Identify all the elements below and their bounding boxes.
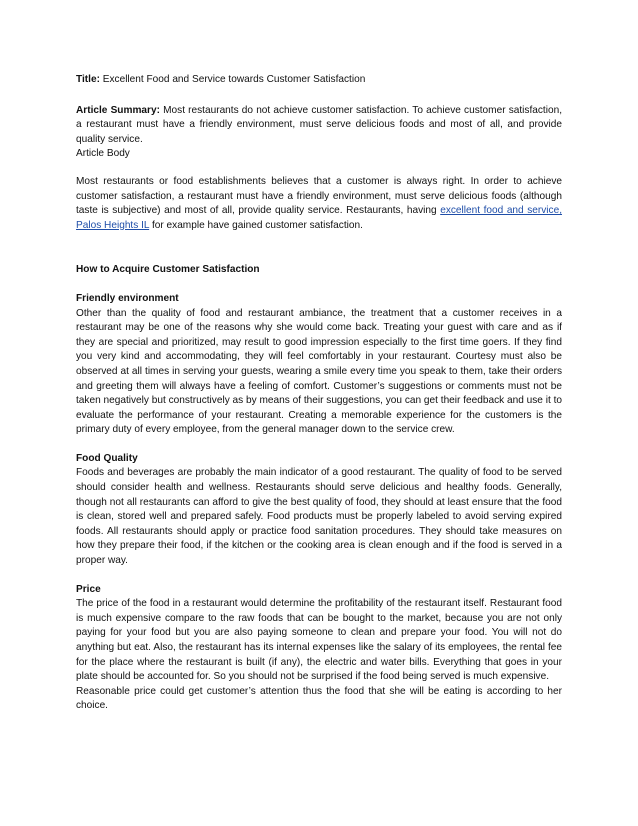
title-line — [76, 73, 562, 88]
section-heading: How to Acquire Customer Satisfaction — [76, 264, 260, 276]
friendly-paragraph: Other than the quality of food and restaurant ambiance, the treatment that a customer receives in a restaurant may be one of the reasons why she would come back. Treating your guest with care and as if they are special and prioritized, may result to good impression especially to the first time goers. If they find you very kind and accommodating, they will feel comfortably in your restaurant. Courtesy must also be observed at all times in serving your guests, wearing a smile every time you speak to them, take their orders and greeting them will always have a feeling of comfort. Customer’s suggestions or comments must not be taken negatively but constructively as by means of their suggestions, you can get their feedback and use it to evaluate the performance of your restaurant. Creating a memorable experience for the customers is the primary duty of every employee, from the general manager down to the service crew. — [76, 307, 562, 436]
intro-paragraph — [76, 175, 562, 233]
intro-text-before-link: Most restaurants or food establishments believes that a customer is always right. In order to achieve customer satisfaction, a restaurant must have a friendly environment, must serve delicious foods (although taste is subjective) and most of all, provide quality service. Restaurants, having — [76, 175, 562, 217]
price-heading: Price — [76, 583, 101, 595]
price-paragraph: The price of the food in a restaurant would determine the profitability of the restaurant itself. Restaurant food is much expensive compare to the raw foods that can be bought to the market, because you are not only paying for your food but you are also paying someone to clean and prepare your food. You will not do anything but eat. Also, the restaurant has its internal expenses like the salary of its employees, the rental fee for the place where the restaurant is built (if any), the electric and water bills. Everything that goes in your plate should be accounted for. So you should not be surprised if the food being served is much expensive. — [76, 598, 562, 683]
price-paragraph-2: Reasonable price could get customer’s attention thus the food that she will be eating is according to her choice. — [76, 685, 562, 712]
title-label: Title: — [76, 74, 100, 85]
summary-text: Most restaurants do not achieve customer satisfaction. To achieve customer satisfaction, a restaurant must have a friendly environment, must serve delicious foods and most of all, and provide quality service. — [76, 104, 563, 145]
article-summary — [76, 104, 562, 148]
friendly-heading: Friendly environment — [76, 292, 179, 304]
document-content — [76, 73, 562, 714]
summary-label: Article Summary: — [76, 104, 160, 116]
food-quality-paragraph: Foods and beverages are probably the main indicator of a good restaurant. The quality of food to be served should consider health and wellness. Restaurants should serve delicious and healthy foods. Generally, though not all restaurants can afford to give the best quality of food, they should at least ensure that the food is clean, stored well and prepared safely. Food products must be properly labeled to avoid serving expired foods. All restaurants should apply or practice food sanitation procedures. They should take measures on how they prepare their food, if the kitchen or the cooking area is clean enough and if the food is served in a proper way. — [76, 467, 562, 567]
article-body-label: Article Body — [76, 148, 130, 160]
food-quality-heading: Food Quality — [76, 452, 138, 464]
intro-text-after-link: for example have gained customer satisfaction. — [149, 219, 363, 231]
title-text: Excellent Food and Service towards Customer Satisfaction — [102, 74, 366, 85]
excellent-food-link[interactable]: excellent food and service, Palos Heights IL — [76, 205, 563, 231]
